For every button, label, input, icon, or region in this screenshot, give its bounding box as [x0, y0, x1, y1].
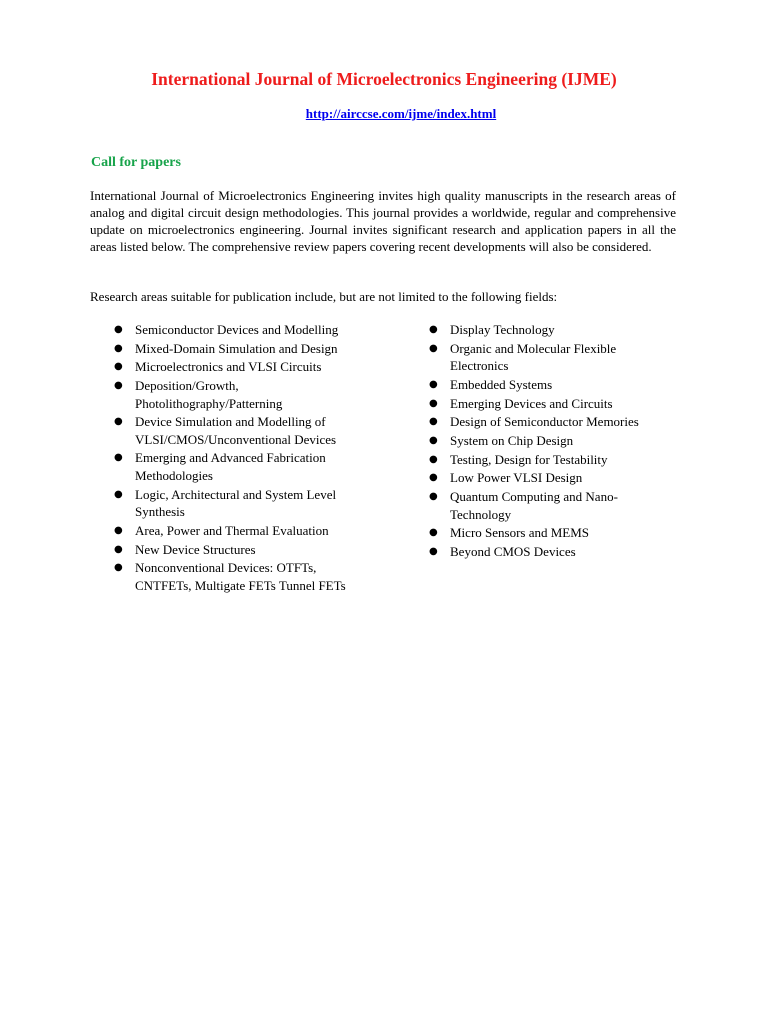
bullet-icon: ● — [114, 488, 123, 500]
topic-label: Design of Semiconductor Memories — [450, 414, 639, 430]
bullet-icon: ● — [429, 378, 438, 390]
journal-url-link[interactable]: http://airccse.com/ijme/index.html — [305, 106, 497, 121]
bullet-icon: ● — [114, 452, 123, 464]
topic-list-item — [429, 376, 669, 394]
topic-label: Area, Power and Thermal Evaluation — [135, 522, 329, 538]
bullet-icon: ● — [429, 491, 438, 502]
bullet-icon: ● — [429, 397, 438, 409]
topic-list-item — [429, 524, 669, 542]
topic-list-item — [114, 559, 376, 594]
topic-list-item — [429, 432, 669, 450]
bullet-icon: ● — [114, 324, 123, 335]
topic-list-item — [429, 340, 669, 375]
topic-label: New Device Structures — [135, 541, 256, 557]
bullet-icon: ● — [429, 324, 438, 335]
topic-label: Logic, Architectural and System Level Synthesis — [135, 486, 337, 520]
topic-list-item — [429, 488, 669, 523]
bullet-icon: ● — [114, 562, 123, 574]
bullet-icon: ● — [429, 453, 438, 465]
topic-list-item — [114, 413, 376, 448]
topic-list-left — [114, 321, 376, 595]
bullet-icon: ● — [429, 545, 438, 557]
bullet-icon: ● — [429, 527, 438, 539]
topic-list-item — [429, 469, 669, 487]
topic-list-item — [429, 395, 669, 413]
topic-list-item — [114, 522, 376, 540]
research-areas-lead: Research areas suitable for publication include, but are not limited to the following fields: — [90, 289, 558, 304]
topic-label: Microelectronics and VLSI Circuits — [135, 359, 322, 375]
topic-list-item — [114, 377, 376, 412]
topic-list-item — [114, 358, 376, 376]
bullet-icon: ● — [114, 543, 123, 555]
topic-list-item — [114, 449, 376, 484]
bullet-icon: ● — [114, 361, 123, 373]
topic-label: Semiconductor Devices and Modelling — [135, 322, 339, 337]
bullet-icon: ● — [429, 342, 438, 354]
topic-list-right — [429, 321, 669, 562]
topic-label: Nonconventional Devices: OTFTs, CNTFETs, Multigate FETs Tunnel FETs — [135, 560, 346, 593]
bullet-icon: ● — [114, 524, 123, 536]
topic-label: System on Chip Design — [450, 432, 574, 448]
bullet-icon: ● — [114, 380, 123, 392]
topic-label: Beyond CMOS Devices — [450, 543, 576, 559]
call-for-papers-heading: Call for papers — [91, 155, 181, 170]
topic-list-item — [429, 543, 669, 561]
topic-list-item — [429, 451, 669, 469]
topic-label: Organic and Molecular Flexible Electronics — [450, 340, 617, 374]
bullet-icon: ● — [114, 342, 123, 354]
topic-list-item — [114, 541, 376, 559]
topic-label: Testing, Design for Testability — [450, 451, 608, 467]
journal-title: International Journal of Microelectronics Engineering (IJME) — [151, 69, 617, 89]
bullet-icon: ● — [429, 416, 438, 428]
topic-label: Deposition/Growth, Photolithography/Patterning — [135, 378, 283, 411]
bullet-icon: ● — [114, 416, 123, 428]
intro-paragraph: International Journal of Microelectronics Engineering invites high quality manuscripts in the research areas of analog and digital circuit design methodologies. This journal provides a worldwide, regular and comprehensive update on microelectronics engineering. Journal invites significant research and application papers in all the areas listed below. The comprehensive review papers covering recent developments will also be considered. — [90, 188, 676, 254]
topic-label: Emerging and Advanced Fabrication Methodologies — [135, 450, 326, 483]
bullet-icon: ● — [429, 434, 438, 446]
topic-list-item — [114, 340, 376, 358]
topic-list-item — [114, 321, 376, 339]
journal-url-line — [0, 105, 768, 123]
topic-label: Low Power VLSI Design — [450, 470, 583, 486]
topic-label: Micro Sensors and MEMS — [450, 525, 590, 541]
topic-list-item — [114, 486, 376, 521]
topic-label: Quantum Computing and Nano-Technology — [450, 489, 618, 522]
topic-label: Emerging Devices and Circuits — [450, 395, 613, 411]
topic-list-item — [429, 413, 669, 431]
topic-label: Display Technology — [450, 322, 555, 337]
topic-label: Device Simulation and Modelling of VLSI/CMOS/Unconventional Devices — [135, 414, 337, 447]
topic-label: Mixed-Domain Simulation and Design — [135, 340, 338, 356]
bullet-icon: ● — [429, 472, 438, 484]
topic-list-item — [429, 321, 669, 339]
topic-label: Embedded Systems — [450, 376, 553, 392]
